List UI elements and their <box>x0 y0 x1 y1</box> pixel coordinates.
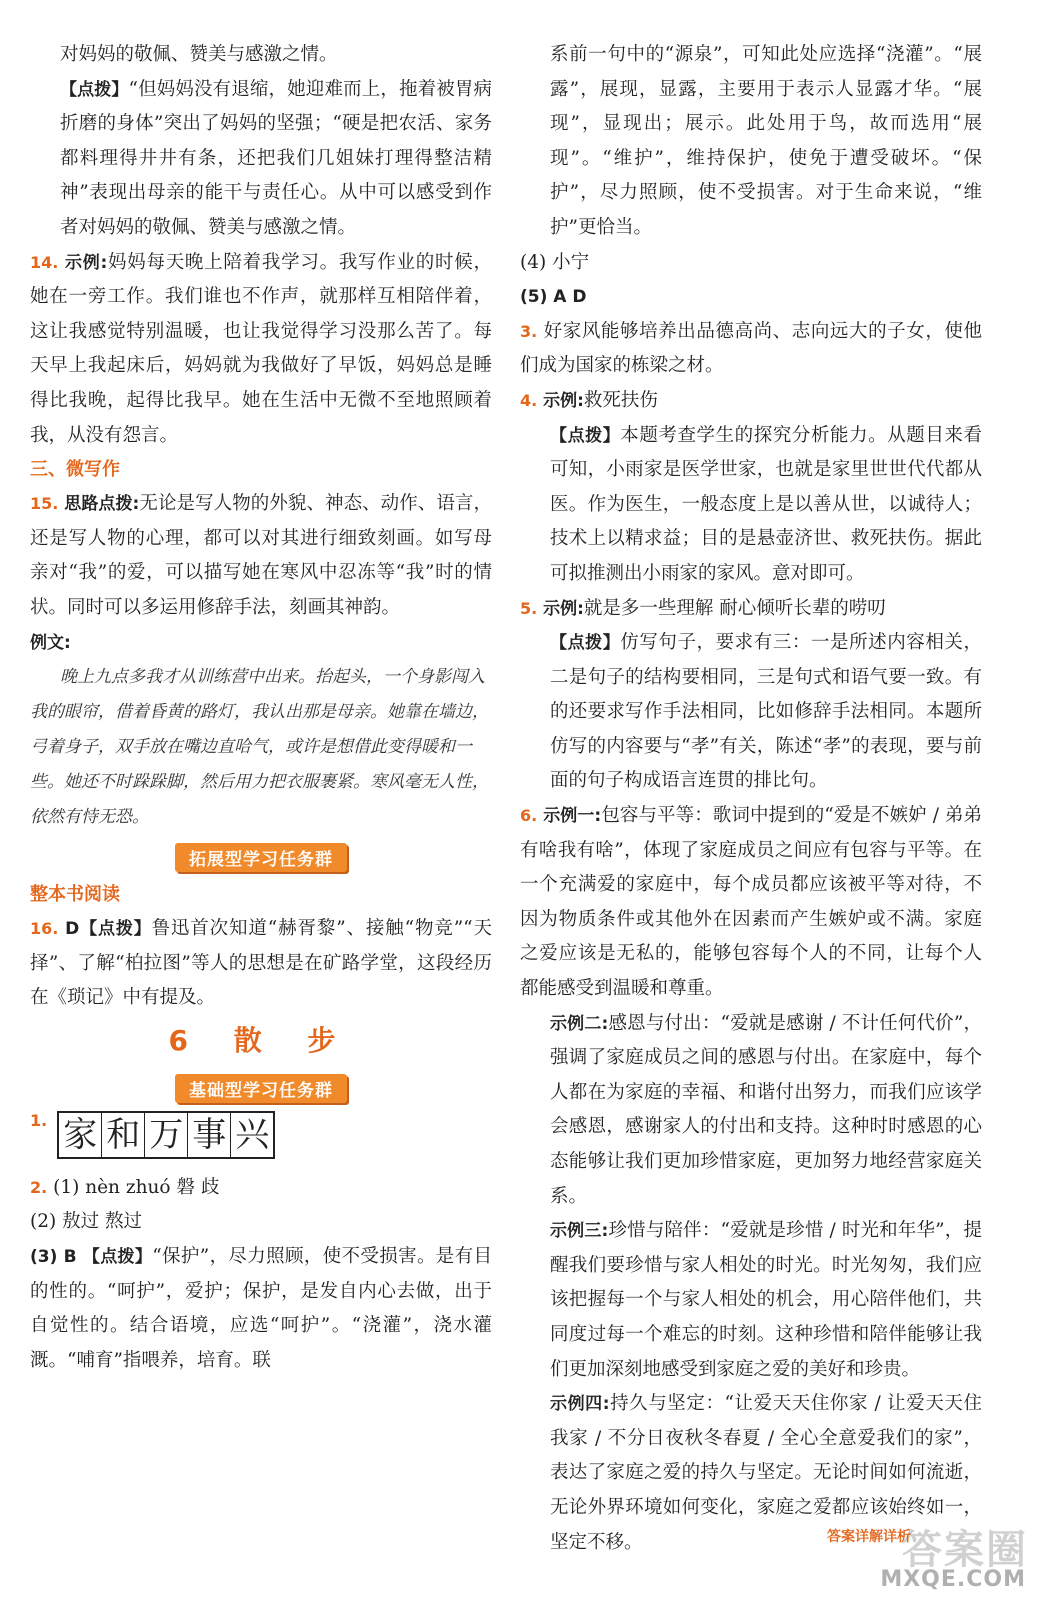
question-number: 3. <box>520 321 538 341</box>
hint-tag: 【点拨】 <box>60 79 129 100</box>
character-grid <box>57 1111 275 1159</box>
grid-character: 万 <box>145 1113 188 1157</box>
question-number: 2. <box>30 1177 48 1197</box>
answer-4 <box>520 384 982 419</box>
banner-extension <box>30 843 492 872</box>
hint-tag: 【点拨】 <box>82 1247 153 1268</box>
answer-3 <box>520 315 982 384</box>
watermark-site: MXQE.COM <box>880 1567 1026 1592</box>
answer-2-5: (5) A D <box>520 287 587 308</box>
answer-text: 好家风能够培养出品德高尚、志向远大的子女，使他们成为国家的栋梁之材。 <box>520 320 982 377</box>
question-number: 1. <box>30 1110 48 1130</box>
answer-text: 感恩与付出：“爱就是感谢 / 不计任何代价”，强调了家庭成员之间的感恩与付出。在家庭中，每个人都在为家庭的幸福、和谐付出努力，而我们应该学会感恩，感谢家人的付出和支持。这种时时感恩的心态能够让我们更加珍惜家庭，更加努力地经营家庭关系。 <box>550 1012 982 1207</box>
paragraph-continuation: 系前一句中的“源泉”，可知此处应选择“浇灌”。“展露”，展现，显露，主要用于表示人显露才华。“展现”，显现出；展示。此处用于鸟，故而选用“展现”。“维护”，维持保护，使免于遭受破坏。“保护”，尽力照顾，使不受损害。对于生命来说，“维护”更恰当。 <box>550 44 982 238</box>
answer-label: 思路点拨: <box>64 494 140 515</box>
answer-16 <box>30 912 492 1016</box>
watermark-logo-text: 答案圈 <box>902 1527 1028 1573</box>
answer-6-example-2 <box>520 1007 982 1215</box>
answer-2-4: (4) 小宁 <box>520 251 590 273</box>
page-footer-label: 答案详解详析 <box>827 1529 911 1545</box>
answer-text: (1) nèn zhuó 磐 歧 <box>53 1176 220 1198</box>
section-heading-whole-book: 整本书阅读 <box>30 884 120 906</box>
answer-6-example-3 <box>520 1214 982 1387</box>
right-column <box>520 38 982 1560</box>
banner-basic <box>30 1074 492 1103</box>
answer-14 <box>30 246 492 454</box>
answer-choice: (3) B <box>30 1247 77 1268</box>
grid-character: 兴 <box>235 1114 270 1155</box>
answer-15 <box>30 487 492 625</box>
question-number: 14. <box>30 252 59 272</box>
hint-tag: 【点拨】 <box>550 633 621 654</box>
grid-character: 家 <box>59 1113 102 1157</box>
answer-label: 示例: <box>543 390 584 411</box>
question-number: 4. <box>520 390 538 410</box>
grid-character: 和 <box>102 1113 145 1157</box>
answer-text: 鲁迅首次知道“赫胥黎”、接触“物竞”“天择”、了解“柏拉图”等人的思想是在矿路学堂，这段经历在《琐记》中有提及。 <box>30 918 492 1009</box>
answer-label: 示例三: <box>550 1221 609 1242</box>
answer-choice: D <box>65 919 80 940</box>
answer-text: 就是多一些理解 耐心倾听长辈的唠叨 <box>583 597 886 619</box>
answer-label: 示例: <box>543 598 584 619</box>
paragraph-continuation: 对妈妈的敬佩、赞美与感激之情。 <box>60 44 338 65</box>
answer-5 <box>520 592 982 627</box>
grid-character: 事 <box>188 1113 231 1157</box>
answer-text: 持久与坚定：“让爱天天住你家 / 让爱天天住我家 / 不分日夜秋冬春夏 / 全心全意爱我们的家”，表达了家庭之爱的持久与坚定。无论时间如何流逝，无论外界环境如何变化，家庭之爱都应该始终如一，坚定不移。 <box>550 1393 982 1553</box>
banner-label: 基础型学习任务群 <box>175 1074 347 1103</box>
hint-paragraph <box>520 626 982 799</box>
hint-paragraph <box>520 419 982 592</box>
section-heading-micro-writing: 三、微写作 <box>30 459 120 481</box>
hint-text: “但妈妈没有退缩，她迎难而上，拖着被胃病折磨的身体”突出了妈妈的坚强；“硬是把农活、家务都料理得井井有条，还把我们几姐妹打理得整洁精神”表现出母亲的能干与责任心。从中可以感受到作者对妈妈的敬佩、赞美与感激之情。 <box>60 78 492 238</box>
hint-tag: 【点拨】 <box>79 919 152 940</box>
hint-text: 仿写句子，要求有三：一是所述内容相关，二是句子的结构要相同，三是句式和语气要一致。有的还要求写作手法相同，比如修辞手法相同。本题所仿写的内容要与“孝”有关，陈述“孝”的表现，要与前面的句子构成语言连贯的排比句。 <box>550 632 982 792</box>
answer-label: 示例一: <box>543 806 602 827</box>
answer-2-1 <box>30 1171 492 1206</box>
answer-text: 救死扶伤 <box>583 389 658 411</box>
question-number: 16. <box>30 919 59 939</box>
banner-label: 拓展型学习任务群 <box>175 843 347 872</box>
left-column <box>30 38 492 1378</box>
watermark <box>827 1522 1032 1592</box>
question-number: 5. <box>520 598 538 618</box>
answer-label: 示例二: <box>550 1013 609 1034</box>
answer-label: 示例四: <box>550 1394 610 1415</box>
hint-text: 本题考查学生的探究分析能力。从题目来看可知，小雨家是医学世家，也就是家里世世代代都从医。作为医生，一般态度上是以善从世，以诚待人；技术上以精求益；目的是悬壶济世、救死扶伤。据此可拟推测出小雨家的家风。意对即可。 <box>550 424 982 584</box>
example-essay: 晚上九点多我才从训练营中出来。抬起头，一个身影闯入我的眼帘，借着昏黄的路灯，我认出那是母亲。她靠在墙边，弓着身子，双手放在嘴边直哈气，或许是想借此变得暖和一些。她还不时跺跺脚，然后用力把衣服裹紧。寒风毫无人性，依然有恃无恐。 <box>30 667 489 828</box>
answer-text: 妈妈每天晚上陪着我学习。我写作业的时候，她在一旁工作。我们谁也不作声，就那样互相陪伴着，这让我感觉特别温暖，也让我觉得学习没那么苦了。每天早上我起床后，妈妈就为我做好了早饭，妈妈总是睡得比我晚，起得比我早。她在生活中无微不至地照顾着我，从没有怨言。 <box>30 251 492 446</box>
answer-text: 包容与平等：歌词中提到的“爱是不嫉妒 / 弟弟有啥我有啥”，体现了家庭成员之间应有包容与平等。在一个充满爱的家庭中，每个成员都应该被平等对待，不因为物质条件或其他外在因素而产生嫉妒或不满。家庭之爱应该是无私的，能够包容每个人的不同，让每个人都能感受到温暖和尊重。 <box>520 805 982 1000</box>
hint-tag: 【点拨】 <box>550 425 621 446</box>
question-number: 15. <box>30 494 59 514</box>
question-number: 6. <box>520 806 538 826</box>
lesson-title: 6 散 步 <box>168 1023 354 1057</box>
answer-2-2: (2) 敖过 熬过 <box>30 1211 142 1233</box>
example-label: 例文: <box>30 632 71 653</box>
answer-text: “保护”，尽力照顾，使不受损害。是有目的性的。“呵护”，爱护；保护，是发自内心去做，出于自觉性的。结合语境，应选“呵护”。“浇灌”，浇水灌溉。“哺育”指喂养，培育。联 <box>30 1246 492 1371</box>
answer-label: 示例: <box>64 252 108 273</box>
answer-text: 无论是写人物的外貌、神态、动作、语言，还是写人物的心理，都可以对其进行细致刻画。如写母亲对“我”的爱，可以描写她在寒风中忍冻等“我”时的情状。同时可以多运用修辞手法，刻画其神韵。 <box>30 493 492 618</box>
answer-text: 珍惜与陪伴：“爱就是珍惜 / 时光和年华”，提醒我们要珍惜与家人相处的时光。时光匆匆，我们应该把握每一个与家人相处的机会，用心陪伴他们，共同度过每一个难忘的时刻。这种珍惜和陪伴能够让我们更加深刻地感受到家庭之爱的美好和珍贵。 <box>550 1220 982 1380</box>
answer-6-example-1 <box>520 799 982 1007</box>
answer-1 <box>30 1111 492 1159</box>
answer-2-3 <box>30 1240 492 1378</box>
hint-paragraph <box>30 73 492 246</box>
